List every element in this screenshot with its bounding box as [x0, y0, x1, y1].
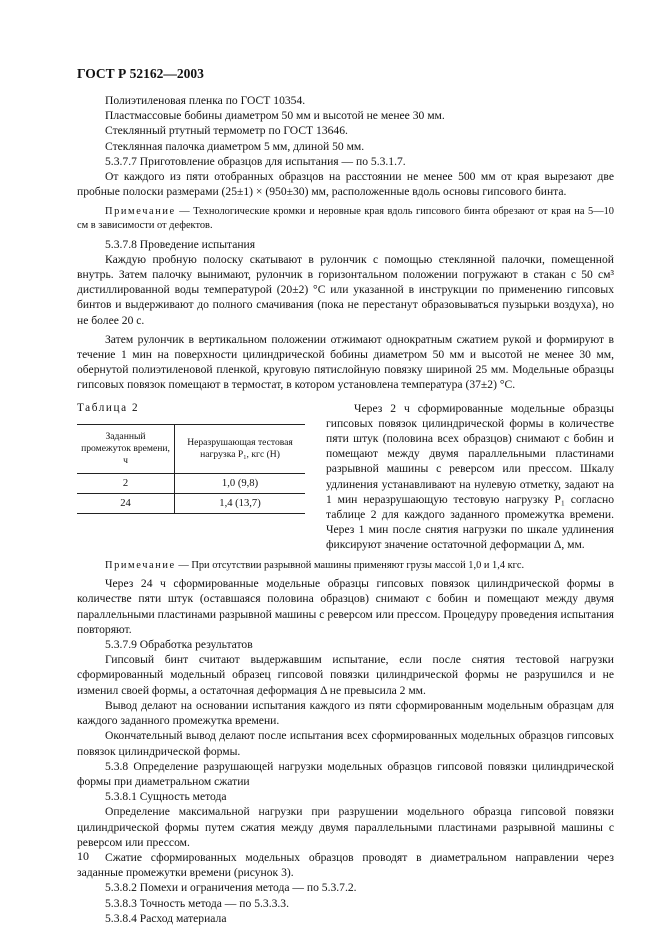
paragraph-pressing: Затем рулончик в вертикальном положении отжимают однократным сжатием рукой и формируют в течение 1 мин на поверхности цилиндрической бобины диаметром 50 мм и высотой не менее 30 мм, обернутой полиэтиленовой пленкой, круговую пятислойную повязку шириной 25 мм. Модельные образцы гипсовых повязок помещают в термостат, в котором установлена температура (37±2) °С.	[77, 332, 614, 392]
note-2-text: — При отсутствии разрывной машины применяют грузы массой 1,0 и 1,4 кгс.	[175, 559, 525, 571]
page-number: 10	[77, 849, 89, 863]
table-row	[77, 473, 305, 493]
page-body	[77, 93, 614, 926]
materials-line-4: Стеклянная палочка диаметром 5 мм, длиной 50 мм.	[105, 139, 365, 153]
note-1-text: — Технологические кромки и неровные края вдоль гипсового бинта обрезают от края на 5—10 см в зависимости от дефектов.	[77, 206, 614, 232]
note-2-label: Примечание	[105, 559, 176, 571]
section-5378: 5.3.7.8 Проведение испытания	[105, 237, 256, 251]
paragraph-max-load: Определение максимальной нагрузки при разрушении модельного образца гипсовой повязки цилиндрической формы путем сжатия между двумя параллельными пластинами разрывной машины с реверсом или прессом.	[77, 805, 614, 849]
table-cell: 24	[77, 494, 175, 514]
section-5382: 5.3.8.2 Помехи и ограничения метода — по 5.3.7.2.	[105, 881, 357, 895]
table-header-load: Неразрушающая тестовая нагрузка P₁, кгс (Н)	[175, 424, 305, 473]
paragraph-24-hours: Через 24 ч сформированные модельные образцы гипсовых повязок цилиндрической формы в количестве пяти штук (оставшаяся половина образцов) снимают с бобин и помещают между двумя параллельными пластинами разрывной машины с реверсом или прессом. Процедуру проведения испытания повторяют.	[77, 577, 614, 636]
document-header: ГОСТ Р 52162—2003	[77, 66, 204, 81]
table-cell: 2	[77, 473, 175, 493]
materials-line-3: Стеклянный ртутный термометр по ГОСТ 13646.	[105, 124, 348, 138]
section-5379: 5.3.7.9 Обработка результатов	[105, 638, 253, 652]
section-5384: 5.3.8.4 Расход материала	[105, 911, 227, 925]
section-5383: 5.3.8.3 Точность метода — по 5.3.3.3.	[105, 896, 289, 910]
note-2	[77, 559, 614, 573]
table-cell: 1,0 (9,8)	[175, 473, 305, 493]
note-1-label: Примечание	[105, 206, 176, 218]
table-header-row	[77, 424, 305, 473]
paragraph-2-hours: Через 2 ч сформированные модельные образцы гипсовых повязок цилиндрической формы в количестве пяти штук (половина всех образцов) снимают с бобин и помещают между двумя параллельными пластинами разрывной машины с реверсом или прессом. Шкалу удлинения устанавливают на нулевую отметку, задают на 1 мин неразрушающую тестовую нагрузку P₁ согласно таблице 2 для каждого заданного промежутка времени. Через 1 мин после снятия нагрузки по шкале удлинения фиксируют значение остаточной деформации Δ, мм.	[326, 401, 614, 552]
paragraph-compression: Сжатие сформированных модельных образцов проводят в диаметральном направлении через заданные промежутки времени (рисунок 3).	[77, 850, 614, 880]
paragraph-cutting: От каждого из пяти отобранных образцов на расстоянии не менее 500 мм от края вырезают две пробные полоски размерами (25±1) × (950±30) мм, расположенные вдоль основы гипсового бинта.	[77, 170, 614, 199]
note-1	[77, 205, 614, 232]
table-2	[77, 401, 305, 553]
paragraph-each-conclusion: Вывод делают на основании испытания каждого из пяти сформированным модельным образцам для каждого заданного промежутка времени.	[77, 698, 614, 728]
table-row	[77, 494, 305, 514]
load-table	[77, 424, 305, 514]
table-and-text-block	[77, 401, 614, 553]
paragraph-final-conclusion: Окончательный вывод делают после испытания всех сформированных модельных образцов гипсовых повязок цилиндрической формы.	[77, 729, 614, 758]
section-538: 5.3.8 Определение разрушающей нагрузки модельных образцов гипсовой повязки цилиндрической формы при диаметральном сжатии	[77, 759, 614, 788]
table-caption: Таблица 2	[77, 401, 140, 414]
section-5381: 5.3.8.1 Сущность метода	[105, 790, 227, 804]
materials-line-2: Пластмассовые бобины диаметром 50 мм и высотой не менее 30 мм.	[105, 109, 445, 123]
paragraph-passed: Гипсовый бинт считают выдержавшим испытание, если после снятия тестовой нагрузки сформированный модельный образец гипсовой повязки цилиндрической формы не разрушился и не изменил своей формы, а остаточная деформация Δ не превысила 2 мм.	[77, 653, 614, 697]
paragraph-rolling: Каждую пробную полоску скатывают в рулончик с помощью стеклянной палочки, помещенной внутрь. Затем палочку вынимают, рулончик в горизонтальном положении погружают в стакан с 50 см³ дистиллированной воды температурой (20±2) °С или указанной в инструкции по применению гипсовых бинтов и выдерживают до полного смачивания (пока не перестанут образовываться пузырьки воздуха), но не более 20 с.	[77, 252, 614, 327]
materials-line-1: Полиэтиленовая пленка по ГОСТ 10354.	[105, 94, 306, 107]
table-header-time: Заданный промежуток времени, ч	[77, 424, 175, 473]
table-cell: 1,4 (13,7)	[175, 494, 305, 514]
section-5377: 5.3.7.7 Приготовление образцов для испытания — по 5.3.1.7.	[105, 154, 406, 168]
